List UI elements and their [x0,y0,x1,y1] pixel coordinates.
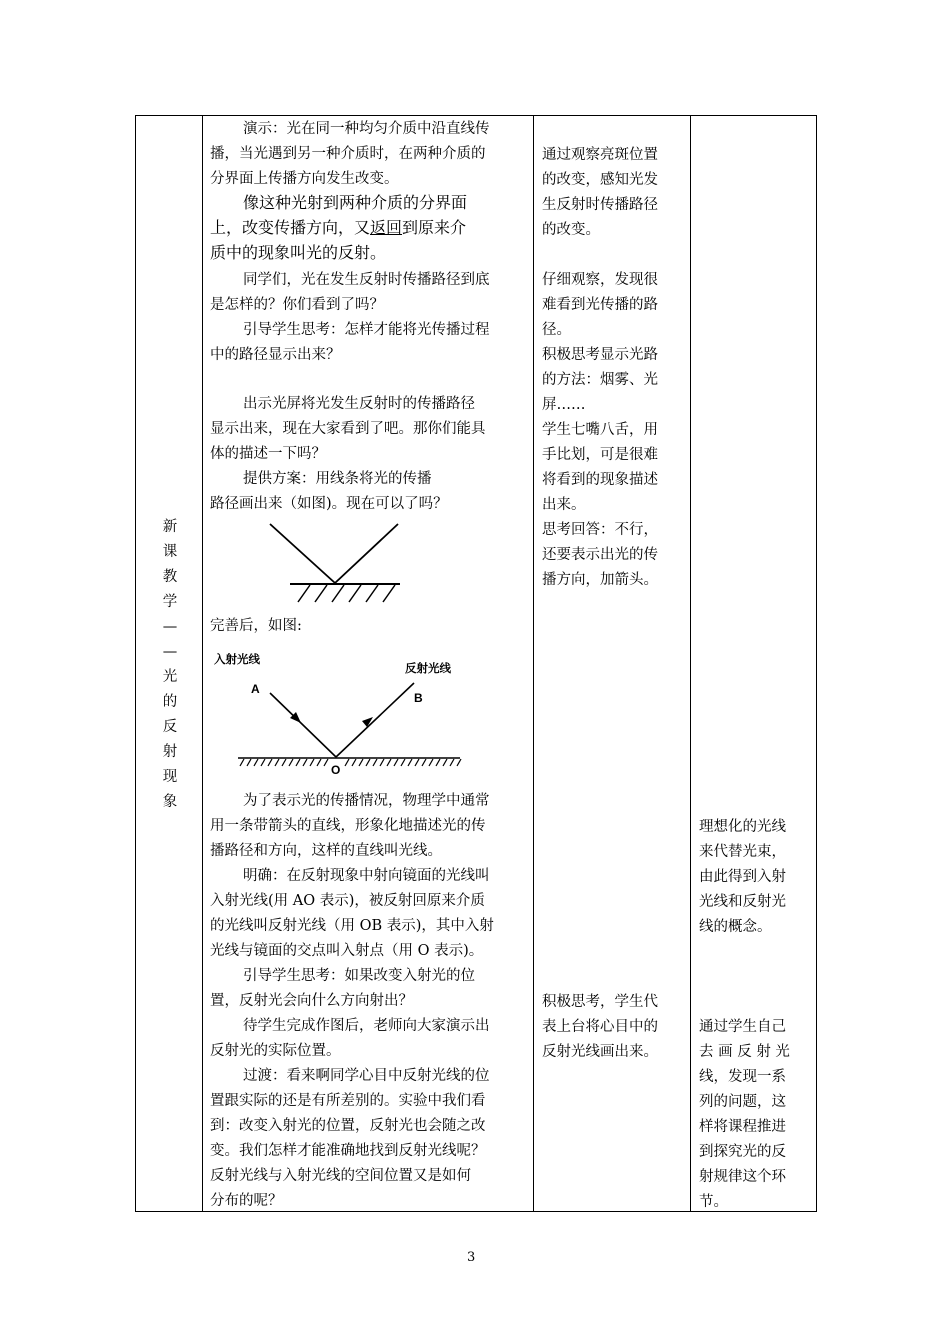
paragraph-line: 分界面上传播方向发生改变。 [210,171,399,187]
paragraph-line: 反射光的实际位置。 [210,1043,341,1059]
section-label: 新 课 教 学 — — 光 的 反 射 现 象 [162,519,178,810]
paragraph-line: 生反射时传播路径 [542,197,658,213]
paragraph-line: 待学生完成作图后，老师向大家演示出 [243,1018,490,1034]
paragraph-line: 来代替光束， [699,844,786,860]
paragraph-line: 的光线叫反射光线（用 OB 表示)，其中入射 [210,918,494,934]
paragraph-line: 屏…… [542,397,586,413]
paragraph-line: 置，反射光会向什么方向射出？ [210,993,413,1009]
paragraph-line: 的改变，感知光发 [542,172,658,188]
paragraph-line: 引导学生思考：怎样才能将光传播过程 [243,322,490,338]
point-b-label: B [414,691,423,705]
paragraph-line: 变。我们怎样才能准确地找到反射光线呢？ [210,1143,486,1159]
paragraph-line: 提供方案：用线条将光的传播 [243,471,432,487]
paragraph-line: 入射光线(用 AO 表示)，被反射回原来介质 [210,893,485,909]
paragraph-line: 为了表示光的传播情况，物理学中通常 [243,793,490,809]
paragraph-line: 的方法：烟雾、光 [542,372,658,388]
point-a-label: A [251,682,260,696]
paragraph-line: 演示：光在同一种均匀介质中沿直线传 [243,121,490,137]
paragraph-line: 路径画出来（如图)。现在可以了吗？ [210,496,448,512]
incident-ray-label: 入射光线 [214,652,260,666]
paragraph-line: 显示出来，现在大家看到了吧。那你们能具 [210,421,486,437]
paragraph-line: 节。 [699,1194,728,1210]
paragraph-line: 思考回答：不行， [542,522,658,538]
paragraph-line: 分布的呢？ [210,1193,283,1209]
paragraph-line: 反射光线画出来。 [542,1044,658,1060]
paragraph-line: 射规律这个环 [699,1169,786,1185]
paragraph-line: 径。 [542,322,571,338]
paragraph-line: 完善后，如图: [210,618,302,634]
paragraph-line: 置跟实际的还是有所差别的。实验中我们看 [210,1093,486,1109]
paragraph-line: 通过观察亮斑位置 [542,147,658,163]
paragraph-line: 样将课程推进 [699,1119,786,1135]
paragraph-line: 明确：在反射现象中射向镜面的光线叫 [243,868,490,884]
paragraph-line: 理想化的光线 [699,819,786,835]
paragraph-line: 线的概念。 [699,919,772,935]
paragraph-line: 手比划，可是很难 [542,447,658,463]
point-o-label: O [331,763,341,777]
paragraph-line: 是怎样的？你们看到了吗？ [210,297,384,313]
definition-line: 像这种光射到两种介质的分界面 [243,193,468,212]
definition-line: 上，改变传播方向，又返回到原来介 [210,218,467,237]
page-number: 3 [467,1250,476,1265]
paragraph-line: 通过学生自己 [699,1019,786,1035]
paragraph-line: 过渡：看来啊同学心目中反射光线的位 [243,1068,490,1084]
definition-line: 质中的现象叫光的反射。 [210,243,387,262]
paragraph-line: 到：改变入射光的位置，反射光也会随之改 [210,1118,486,1134]
paragraph-line: 引导学生思考：如果改变入射光的位 [243,968,475,984]
paragraph-line: 的改变。 [542,222,600,238]
paragraph-line: 光线与镜面的交点叫入射点（用 O 表示)。 [210,943,484,959]
paragraph-line: 还要表示出光的传 [542,547,658,563]
paragraph-line: 积极思考显示光路 [542,347,658,363]
paragraph-line: 体的描述一下吗？ [210,446,326,462]
paragraph-line: 仔细观察，发现很 [542,272,658,288]
paragraph-line: 中的路径显示出来？ [210,347,341,363]
paragraph-line: 列的问题，这 [699,1094,786,1110]
paragraph-line: 出示光屏将光发生反射时的传播路径 [243,396,475,412]
paragraph-line: 到探究光的反 [699,1144,786,1160]
paragraph-line: 去 画 反 射 光 [699,1044,790,1060]
paragraph-line: 学生七嘴八舌，用 [542,422,658,438]
reflected-ray-label: 反射光线 [405,661,451,675]
paragraph-line: 播方向，加箭头。 [542,572,658,588]
paragraph-line: 表上台将心目中的 [542,1019,658,1035]
paragraph-line: 播，当光遇到另一种介质时，在两种介质的 [210,146,486,162]
paragraph-line: 播路径和方向，这样的直线叫光线。 [210,843,442,859]
paragraph-line: 积极思考，学生代 [542,994,658,1010]
paragraph-line: 光线和反射光 [699,894,786,910]
paragraph-line: 反射光线与入射光线的空间位置又是如何 [210,1168,471,1184]
paragraph-line: 由此得到入射 [699,869,786,885]
paragraph-line: 出来。 [542,497,586,513]
paragraph-line: 将看到的现象描述 [542,472,658,488]
paragraph-line: 用一条带箭头的直线，形象化地描述光的传 [210,818,486,834]
paragraph-line: 线，发现一系 [699,1069,786,1085]
paragraph-line: 同学们，光在发生反射时传播路径到底 [243,272,490,288]
paragraph-line: 难看到光传播的路 [542,297,658,313]
